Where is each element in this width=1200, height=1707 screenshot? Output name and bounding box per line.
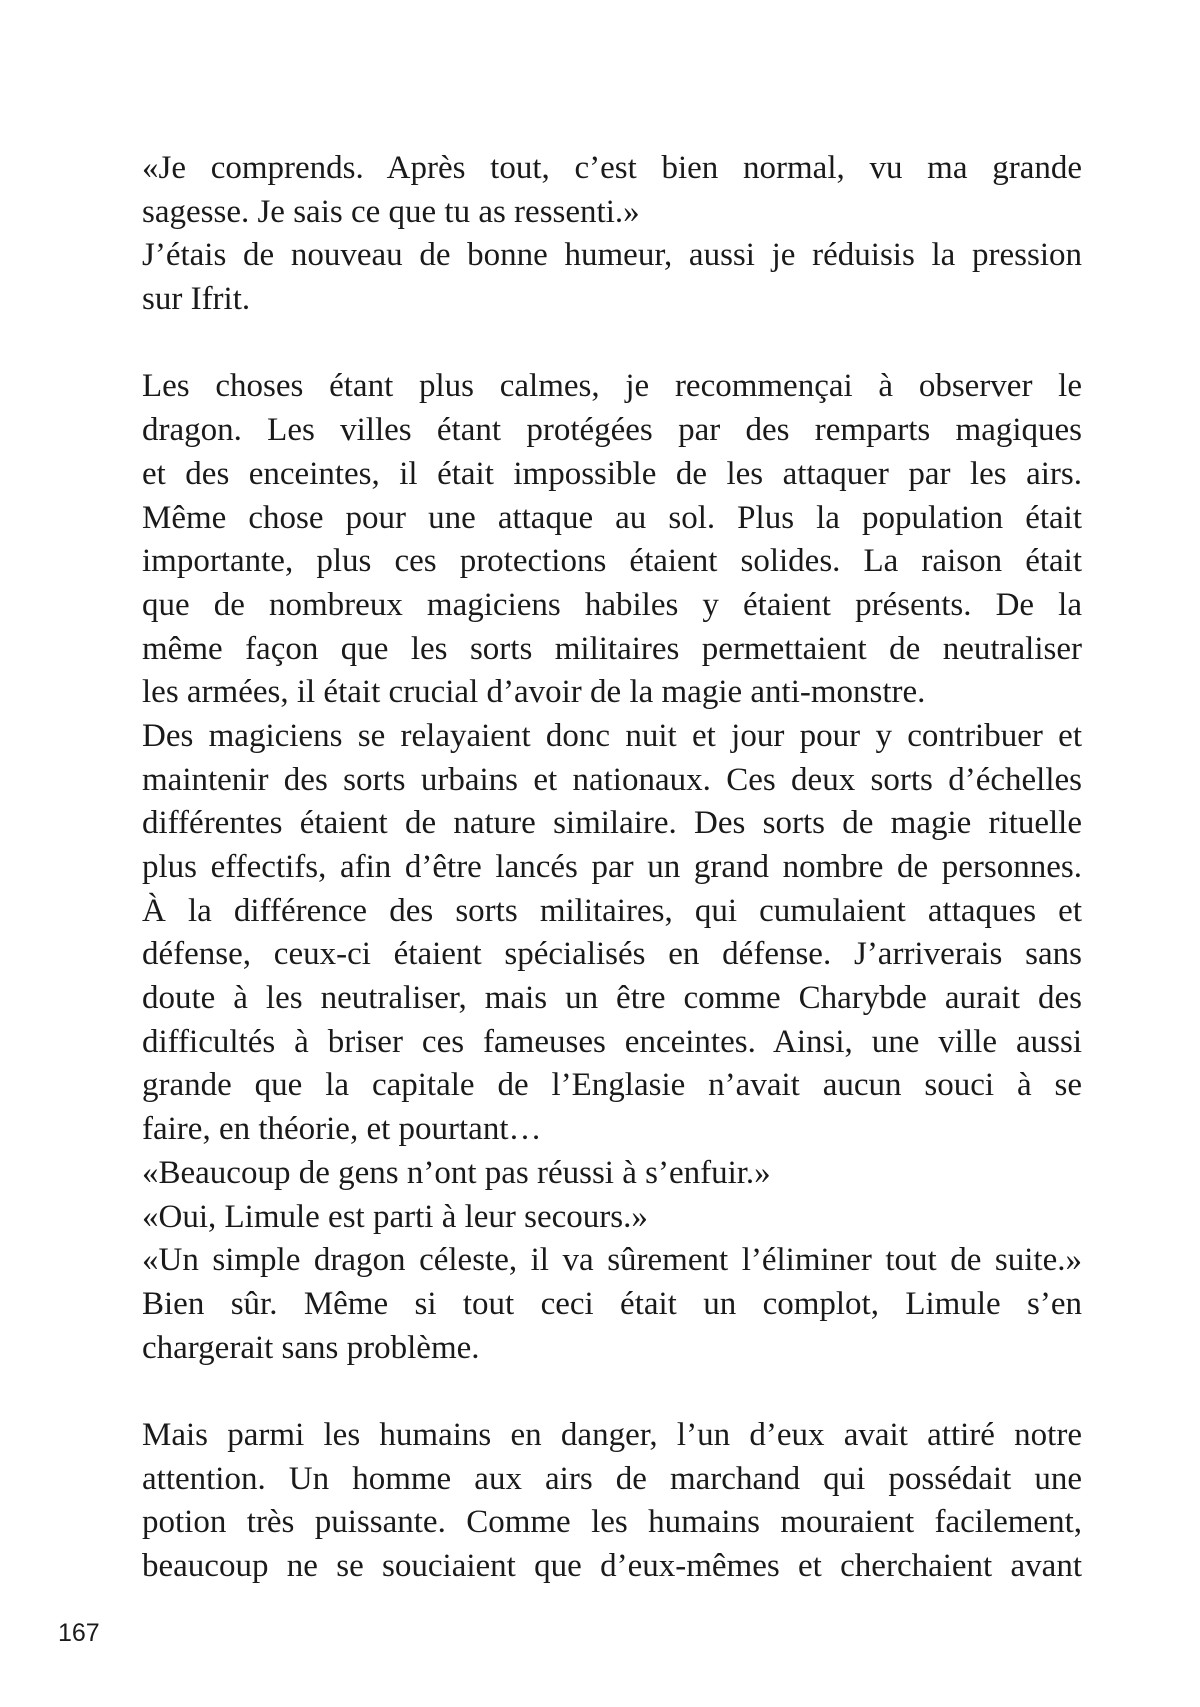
page-number: 167 [58,1619,100,1647]
text-line: sur Ifrit. [142,281,251,318]
text-line: faire, en théorie, et pourtant… [142,1111,542,1148]
text-line: «Oui, Limule est parti à leur secours.» [142,1198,648,1235]
text-line: et des enceintes, il était impossible de les attaquer par les airs. [142,455,1082,492]
paragraph-break [142,1370,1082,1414]
text-line: doute à les neutraliser, mais un être comme Charybde aurait des [142,980,1082,1017]
body-text [142,147,1082,1589]
text-line: beaucoup ne se souciaient que d’eux-mêmes et cherchaient avant [142,1548,1082,1584]
text-line: que de nombreux magiciens habiles y étaient présents. De la [142,586,1082,623]
text-line: Bien sûr. Même si tout ceci était un complot, Limule s’en [142,1285,1082,1322]
text-line: difficultés à briser ces fameuses enceintes. Ainsi, une ville aussi [142,1023,1082,1060]
text-line: importante, plus ces protections étaient solides. La raison était [142,543,1082,580]
text-line: «Beaucoup de gens n’ont pas réussi à s’enfuir.» [142,1154,771,1191]
text-line: potion très puissante. Comme les humains mouraient facilement, [142,1504,1082,1541]
text-line: «Un simple dragon céleste, il va sûrement l’éliminer tout de suite.» [142,1242,1082,1279]
paragraph-break [142,322,1082,366]
text-line: maintenir des sorts urbains et nationaux. Ces deux sorts d’échelles [142,761,1082,798]
text-line: même façon que les sorts militaires permettaient de neutraliser [142,630,1082,667]
text-line: défense, ceux-ci étaient spécialisés en défense. J’arriverais sans [142,936,1082,973]
text-line: dragon. Les villes étant protégées par des remparts magiques [142,412,1082,449]
text-line: sagesse. Je sais ce que tu as ressenti.» [142,193,640,230]
text-line: plus effectifs, afin d’être lancés par un grand nombre de personnes. [142,849,1082,885]
text-line: Les choses étant plus calmes, je recommençai à observer le [142,368,1082,405]
text-line: Des magiciens se relayaient donc nuit et jour pour y contribuer et [142,717,1082,754]
text-line: les armées, il était crucial d’avoir de la magie anti-monstre. [142,674,926,711]
text-line: différentes étaient de nature similaire. Des sorts de magie rituelle [142,805,1082,842]
text-line: À la différence des sorts militaires, qui cumulaient attaques et [142,892,1082,929]
text-line: Mais parmi les humains en danger, l’un d’eux avait attiré notre [142,1416,1082,1453]
text-line: Même chose pour une attaque au sol. Plus la population était [142,499,1082,536]
text-line: chargerait sans problème. [142,1329,480,1366]
text-line: attention. Un homme aux airs de marchand qui possédait une [142,1460,1082,1497]
text-line: J’étais de nouveau de bonne humeur, aussi je réduisis la pression [142,237,1082,274]
text-line: grande que la capitale de l’Englasie n’avait aucun souci à se [142,1067,1082,1104]
text-line: «Je comprends. Après tout, c’est bien normal, vu ma grande [142,150,1082,186]
